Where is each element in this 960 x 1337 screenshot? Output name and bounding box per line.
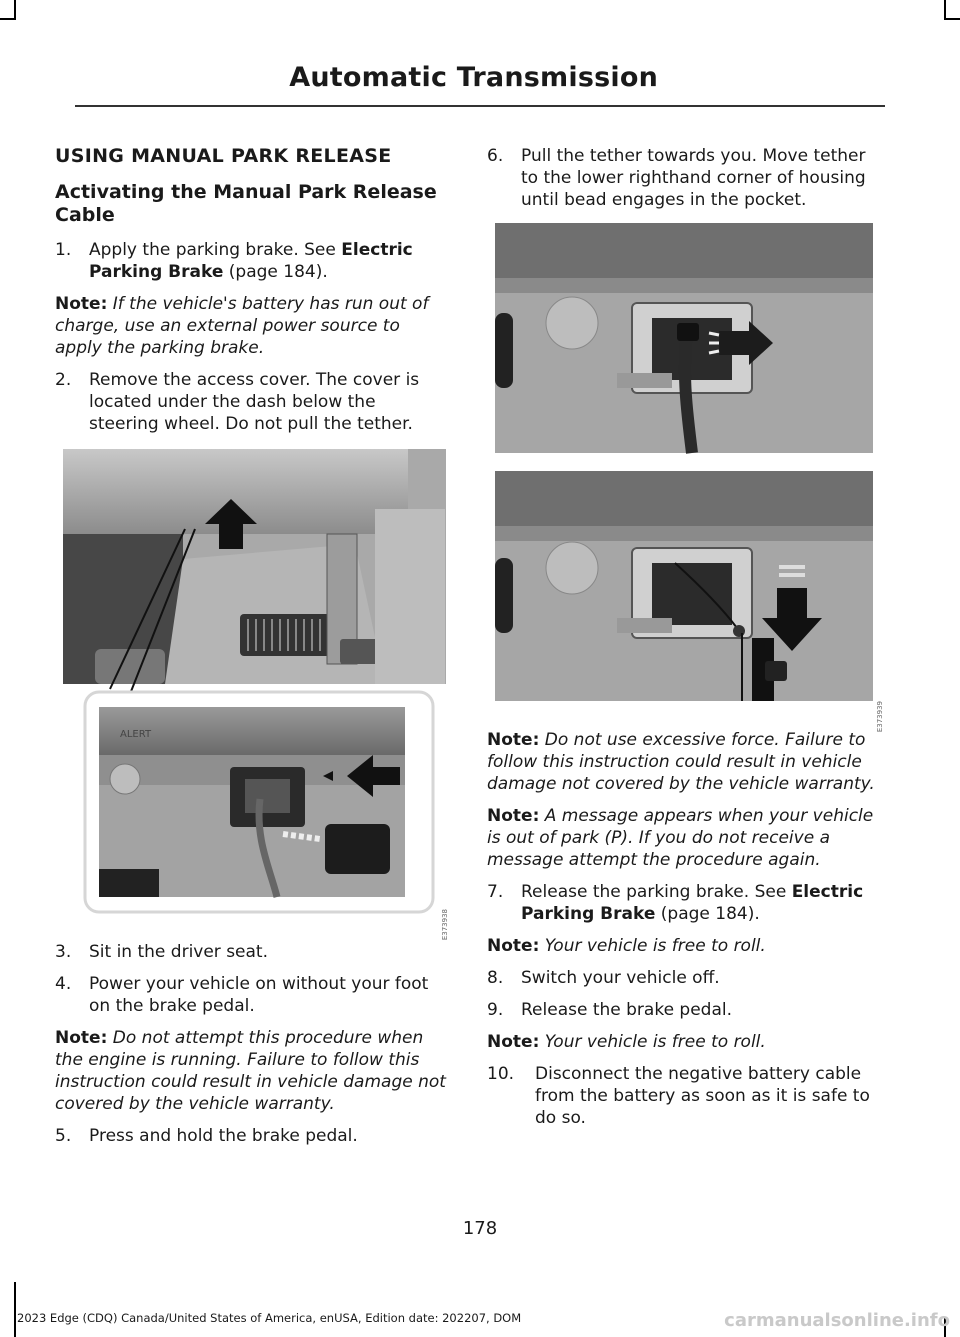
note-3: Note: Do not use excessive force. Failure to follow this instruction could result in vehicle damage not covered by the vehicle warranty. [487, 730, 875, 794]
edition-info: 2023 Edge (CDQ) Canada/United States of America, enUSA, Edition date: 202207, DOM [17, 1311, 522, 1325]
figure-code: E373938 [441, 909, 449, 941]
crop-mark [14, 1282, 16, 1337]
step-6: 6. Pull the tether towards you. Move tether to the lower righthand corner of housing until bead engages in the pocket. [487, 146, 866, 210]
access-cover-illustration [55, 449, 450, 941]
note-2: Note: Do not attempt this procedure when the engine is running. Failure to follow this instruction could result in vehicle damage not covered by the vehicle warranty. [55, 1028, 446, 1114]
page-number: 178 [462, 1218, 498, 1239]
crop-mark [0, 18, 16, 20]
step-9: 9. Release the brake pedal. [487, 1000, 733, 1020]
watermark: carmanualsonline.info [724, 1310, 950, 1331]
note-6: Note: Your vehicle is free to roll. [487, 1032, 766, 1052]
step-5: 5. Press and hold the brake pedal. [55, 1126, 358, 1146]
page-header-title: Automatic Transmission [289, 62, 658, 93]
crop-mark [944, 0, 946, 20]
step-8: 8. Switch your vehicle off. [487, 968, 720, 988]
step-3: 3. Sit in the driver seat. [55, 942, 269, 962]
step-1: 1. Apply the parking brake. See Electric Parking Brake (page 184). [55, 240, 413, 282]
cross-reference-link[interactable]: Electric Parking Brake [89, 240, 413, 282]
crop-mark [14, 0, 16, 20]
tether-illustration [487, 223, 885, 733]
note-4: Note: A message appears when your vehicle is out of park (P). If you do not receive a message attempt the procedure again. [487, 806, 874, 870]
inset-label: ALERT [120, 729, 152, 740]
crop-mark [944, 18, 960, 20]
step-2: 2. Remove the access cover. The cover is located under the dash below the steering wheel. Do not pull the tether. [55, 370, 420, 434]
header-divider [75, 105, 885, 107]
step-7: 7. Release the parking brake. See Electric Parking Brake (page 184). [487, 882, 864, 924]
step-10: 10. Disconnect the negative battery cable from the battery as soon as it is safe to do so. [487, 1064, 870, 1128]
note-1: Note: If the vehicle's battery has run out of charge, use an external power source to apply the parking brake. [55, 294, 429, 358]
cross-reference-link[interactable]: Electric Parking Brake [521, 882, 864, 924]
step-4: 4. Power your vehicle on without your foot on the brake pedal. [55, 974, 429, 1016]
figure-code: E373939 [876, 701, 884, 733]
section-title: USING MANUAL PARK RELEASE [55, 145, 392, 167]
right-column [487, 145, 885, 1139]
subsection-title: Activating the Manual Park Release Cable [55, 181, 437, 226]
left-column [55, 145, 450, 1157]
note-5: Note: Your vehicle is free to roll. [487, 936, 766, 956]
figure-access-cover [55, 449, 450, 941]
figure-tether [487, 223, 885, 733]
